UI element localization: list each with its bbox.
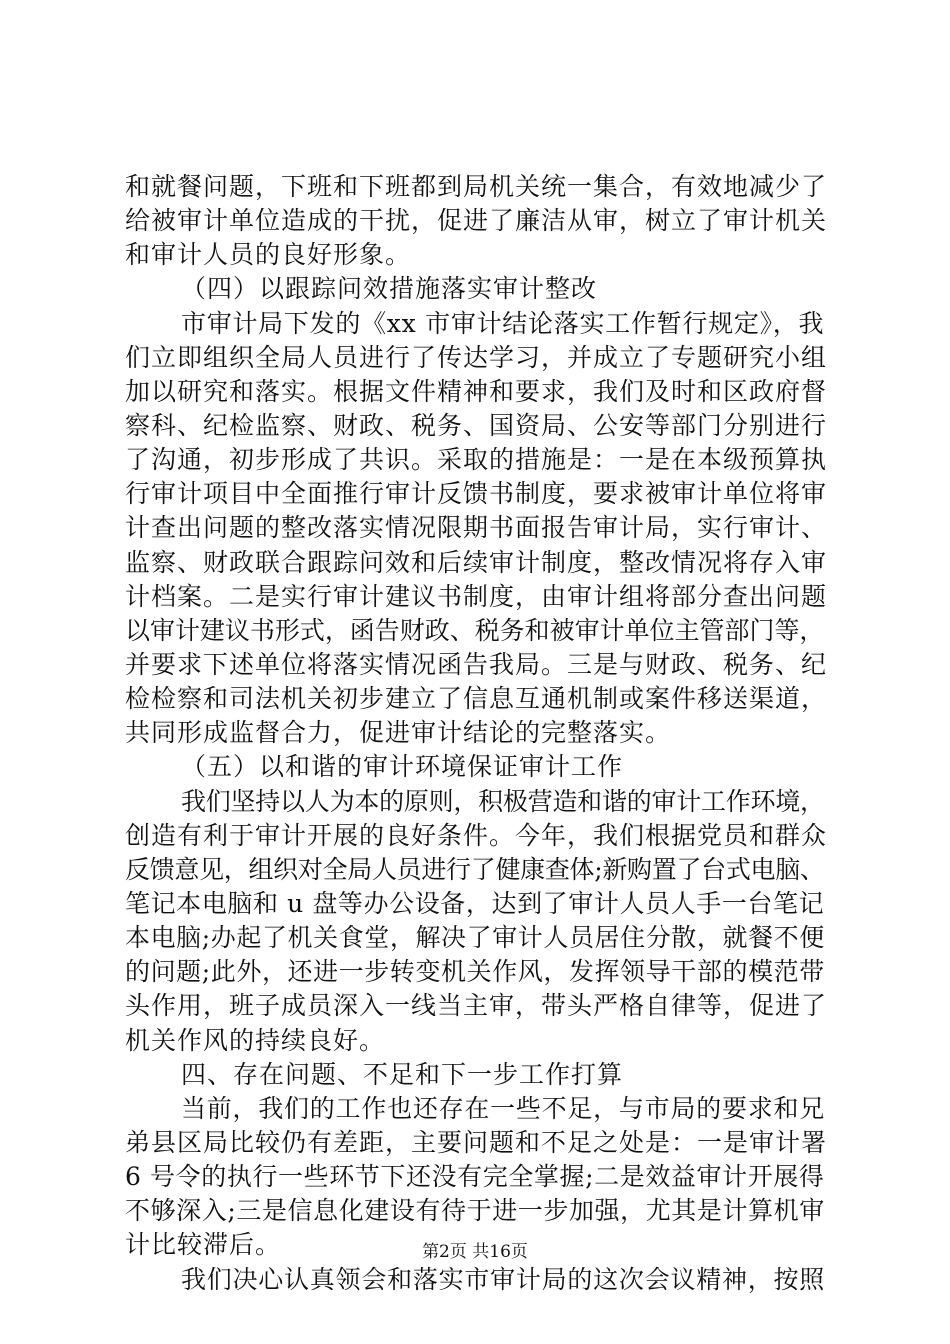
text-line: 市审计局下发的《xx 市审计结论落实工作暂行规定》，我	[181, 308, 825, 338]
text-line: 我们坚持以人为本的原则，积极营造和谐的审计工作环境，	[181, 786, 825, 816]
text-line: 我们决心认真领会和落实市审计局的这次会议精神，按照	[181, 1264, 826, 1294]
text-line: 共同形成监督合力，促进审计结论的完整落实。	[125, 718, 672, 748]
text-line: （四）以跟踪问效措施落实审计整改	[181, 274, 598, 304]
text-line: 和审计人员的良好形象。	[125, 240, 412, 270]
text-line: （五）以和谐的审计环境保证审计工作	[181, 752, 624, 782]
text-line: 并要求下述单位将落实情况函告我局。三是与财政、税务、纪	[125, 649, 828, 679]
text-line: 计档案。二是实行审计建议书制度，由审计组将部分查出问题	[125, 581, 828, 611]
text-line: 6 号令的执行一些环节下还没有完全掌握;二是效益审计开展得	[125, 1162, 825, 1192]
text-line: 们立即组织全局人员进行了传达学习，并成立了专题研究小组	[125, 342, 828, 372]
text-line: 检检察和司法机关初步建立了信息互通机制或案件移送渠道，	[125, 684, 828, 714]
text-line: 不够深入;三是信息化建设有待于进一步加强，尤其是计算机审	[125, 1196, 825, 1226]
text-line: 弟县区局比较仍有差距，主要问题和不足之处是：一是审计署	[125, 1127, 828, 1157]
text-line: 和就餐问题，下班和下班都到局机关统一集合，有效地减少了	[125, 172, 828, 201]
text-line: 行审计项目中全面推行审计反馈书制度，要求被审计单位将审	[125, 479, 828, 509]
text-line: 创造有利于审计开展的良好条件。今年，我们根据党员和群众	[125, 820, 828, 850]
text-line: 以审计建议书形式，函告财政、税务和被审计单位主管部门等，	[125, 615, 825, 645]
document-body	[125, 170, 830, 1297]
text-line: 加以研究和落实。根据文件精神和要求，我们及时和区政府督	[125, 376, 828, 406]
page-footer: 第2页 共16页	[422, 1242, 528, 1262]
text-line: 机关作风的持续良好。	[125, 1025, 386, 1055]
text-line: 给被审计单位造成的干扰，促进了廉洁从审，树立了审计机关	[125, 206, 828, 236]
text-line: 监察、财政联合跟踪问效和后续审计制度，整改情况将存入审	[125, 547, 828, 577]
text-line: 头作用，班子成员深入一线当主审，带头严格自律等，促进了	[125, 991, 828, 1021]
text-line: 计查出问题的整改落实情况限期书面报告审计局，实行审计、	[125, 513, 828, 543]
text-line: 了沟通，初步形成了共识。采取的措施是：一是在本级预算执	[125, 445, 828, 475]
text-line: 反馈意见，组织对全局人员进行了健康查体;新购置了台式电脑、	[125, 854, 825, 884]
text-line: 当前，我们的工作也还存在一些不足，与市局的要求和兄	[181, 1093, 826, 1123]
text-line: 笔记本电脑和 u 盘等办公设备，达到了审计人员人手一台笔记	[125, 888, 825, 918]
text-line: 计比较滞后。	[125, 1230, 282, 1260]
text-line: 本电脑;办起了机关食堂，解决了审计人员居住分散，就餐不便	[125, 923, 825, 953]
text-line: 的问题;此外，还进一步转变机关作风，发挥领导干部的模范带	[125, 957, 825, 987]
text-line: 察科、纪检监察、财政、税务、国资局、公安等部门分别进行	[125, 410, 828, 440]
text-line: 四、存在问题、不足和下一步工作打算	[181, 1059, 624, 1089]
